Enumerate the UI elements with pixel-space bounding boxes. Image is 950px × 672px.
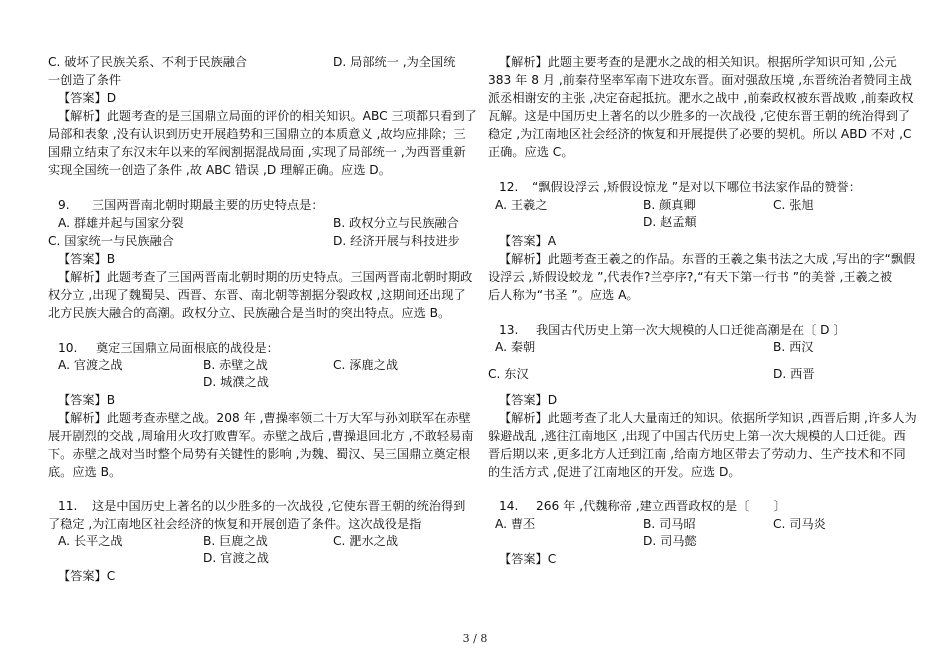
q8-analysis-line: 实现全国统一创造了条件 ,故 ABC 错误 ,D 理解正确。应选 D。 [48, 163, 391, 177]
q13-analysis-line: 【解析】此题考查了北人大量南迁的知识。依据所学知识 ,西晋后期 ,许多人为 [499, 411, 917, 425]
q9-analysis-line: 北方民族大融合的高潮。政权分立、民族融合是当时的突出特点。应选 B。 [48, 306, 451, 320]
q9-analysis-line: 权分立 ,出现了魏蜀吴、西晋、东晋、南北朝等割据分裂政权 ,这期间还出现了 [48, 288, 466, 302]
q8-analysis-line: 【解析】此题考查的是三国鼎立局面的评价的相关知识。ABC 三项都只看到了 [58, 109, 477, 123]
q11-analysis-line: 派丞相谢安的主张 ,决定奋起抵抗。淝水之战中 ,前秦政权被东晋战败 ,前秦政权 [488, 91, 914, 105]
q14-option-a: A. 曹丕 [495, 517, 536, 531]
q14-option-d: D. 司马懿 [643, 534, 697, 548]
q11-option-c: C. 淝水之战 [333, 534, 399, 548]
q11-stem: 这是中国历史上著名的以少胜多的一次战役 ,它使东晋王朝的统治得到 [92, 499, 466, 513]
q13-option-d: D. 西晋 [773, 367, 815, 381]
q9-option-c: C. 国家统一与民族融合 [48, 234, 174, 248]
q13-option-b: B. 西汉 [773, 340, 814, 354]
q10-number: 10. [58, 341, 78, 355]
q9-option-d: D. 经济开展与科技进步 [333, 234, 460, 248]
q11-analysis-line: 稳定 ,为江南地区社会经济的恢复和开展提供了必要的契机。所以 ABD 不对 ,C [488, 127, 912, 141]
q11-analysis-line: 瓦解。这是中国历史上著名的以少胜多的一次战役 ,它使东晋王朝的统治得到了 [488, 109, 911, 123]
q12-option-d: D. 赵孟頫 [643, 215, 697, 229]
q13-analysis-line: 的生活方式 ,促进了江南地区的开发。应选 D。 [488, 465, 741, 479]
q9-number: 9. [58, 198, 70, 212]
q11-analysis-line: 正确。应选 C。 [488, 145, 574, 159]
q12-option-b: B. 颜真卿 [643, 198, 696, 212]
q13-analysis-line: 躲避战乱 ,逃往江南地区 ,出现了中国古代历史上第一次大规模的人口迁徙。西 [488, 429, 906, 443]
q10-analysis-line: 下。赤壁之战对当时整个局势有关键性的影响 ,为魏、蜀汉、吴三国鼎立奠定根 [48, 447, 471, 461]
q13-analysis-line: 晋后期以来 ,更多北方人迁到江南 ,给南方地区带去了劳动力、生产技术和不同 [488, 447, 906, 461]
q14-number: 14. [499, 499, 519, 513]
q8-option-c: C. 破坏了民族关系、不利于民族融合 [48, 55, 248, 69]
q9-option-a: A. 群雄并起与国家分裂 [58, 216, 184, 230]
q9-analysis-line: 【解析】此题考查了三国两晋南北朝时期的历史特点。三国两晋南北朝时期政 [58, 270, 473, 284]
q11-number: 11. [58, 499, 78, 513]
q11-option-d: D. 官渡之战 [203, 551, 269, 565]
q11-option-a: A. 长平之战 [58, 534, 123, 548]
q14-stem: 266 年 ,代魏称帝 ,建立西晋政权的是〔 〕 [536, 499, 786, 513]
q8-option-d-continued: 一创造了条件 [48, 73, 122, 87]
q12-analysis-line: 设浮云 ,矫假设蛟龙 ”,代表作?兰亭序?,“有天下第一行书 ”的美誉 ,王羲之被 [488, 270, 893, 284]
q10-analysis-line: 【解析】此题考查赤壁之战。208 年 ,曹操率领二十万大军与孙刘联军在赤壁 [58, 411, 471, 425]
q10-option-d: D. 城濮之战 [203, 375, 269, 389]
q8-option-d: D. 局部统一 ,为全国统 [333, 55, 456, 69]
q8-analysis-line: 局部和表象 ,没有认识到历史开展趋势和三国鼎立的本质意义 ,故均应排除；三 [48, 127, 466, 141]
q10-analysis-line: 展开剧烈的交战 ,周瑜用火攻打败曹军。赤壁之战后 ,曹操退回北方 ,不敢轻易南 [48, 429, 474, 443]
q10-answer: 【答案】B [58, 393, 116, 407]
q12-analysis-line: 【解析】此题考查王羲之的作品。东晋的王羲之集书法之大成 ,写出的字“飘假 [499, 252, 916, 266]
q10-stem: 奠定三国鼎立局面根底的战役是： [96, 341, 279, 355]
q10-option-a: A. 官渡之战 [58, 358, 123, 372]
page-number: 3 / 8 [462, 632, 488, 645]
q12-option-c: C. 张旭 [773, 198, 814, 212]
q13-number: 13. [499, 323, 519, 337]
q11-stem-continued: 了稳定 ,为江南地区社会经济的恢复和开展创造了条件。这次战役是指 [48, 517, 422, 531]
q12-analysis-line: 后人称为“书圣 ”。应选 A。 [488, 288, 639, 302]
q13-answer: 【答案】D [499, 393, 558, 407]
q9-stem: 三国两晋南北朝时期最主要的历史特点是： [92, 198, 324, 212]
q14-answer: 【答案】C [499, 552, 557, 566]
q11-analysis-line: 383 年 8 月 ,前秦苻坚率军南下进攻东晋。面对强敌压境 ,东晋统治者赞同主战 [488, 73, 912, 87]
q12-number: 12. [499, 180, 519, 194]
q8-answer: 【答案】D [58, 91, 117, 105]
q8-analysis-line: 国鼎立结束了东汉末年以来的军阀割据混战局面 ,实现了局部统一 ,为西晋重新 [48, 145, 466, 159]
q10-analysis-line: 底。应选 B。 [48, 465, 122, 479]
q10-option-b: B. 赤壁之战 [203, 358, 268, 372]
q14-option-c: C. 司马炎 [773, 517, 826, 531]
q12-answer: 【答案】A [499, 234, 557, 248]
q9-answer: 【答案】B [58, 252, 116, 266]
q11-answer: 【答案】C [58, 569, 116, 583]
q9-option-b: B. 政权分立与民族融合 [333, 216, 459, 230]
q10-option-c: C. 涿鹿之战 [333, 358, 399, 372]
q14-option-b: B. 司马昭 [643, 517, 696, 531]
q12-option-a: A. 王羲之 [495, 198, 548, 212]
q11-option-b: B. 巨鹿之战 [203, 534, 268, 548]
q13-option-a: A. 秦朝 [495, 340, 536, 354]
q13-stem: 我国古代历史上第一次大规模的人口迁徙高潮是在〔 D 〕 [536, 323, 846, 337]
q13-option-c: C. 东汉 [488, 367, 529, 381]
q12-stem: “飘假设浮云 ,矫假设惊龙 ”是对以下哪位书法家作品的赞誉： [532, 180, 861, 194]
q11-analysis-line: 【解析】此题主要考查的是淝水之战的相关知识。根据所学知识可知 ,公元 [499, 55, 897, 69]
